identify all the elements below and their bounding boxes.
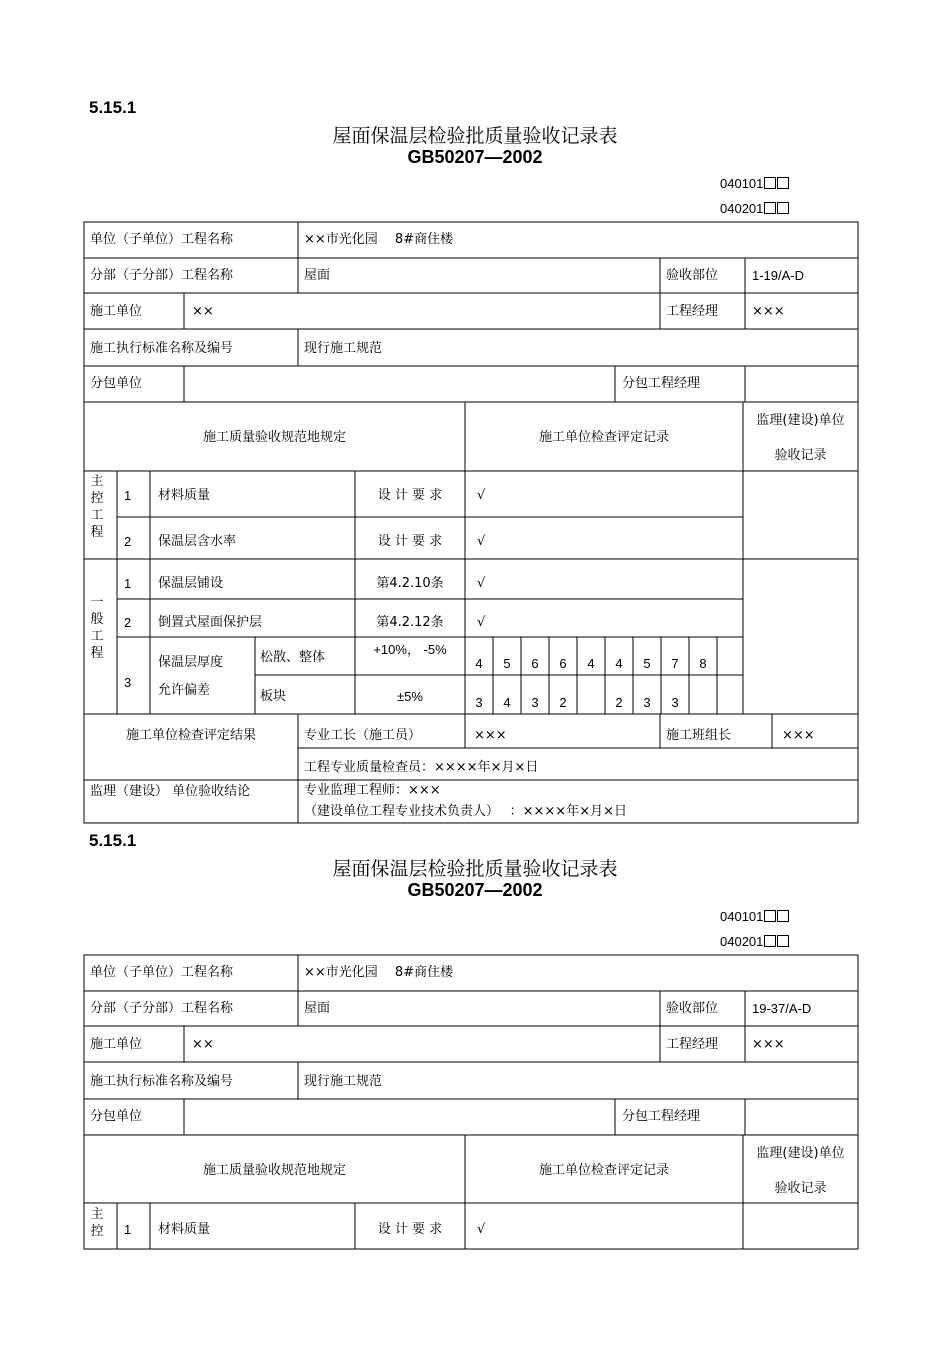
- row1-value[interactable]: 5: [503, 656, 511, 671]
- section-number: 5.15.1: [89, 831, 137, 850]
- header-check-record: 施工单位检查评定记录: [538, 1163, 669, 1178]
- thickness-no: 3: [124, 675, 132, 690]
- label-sub-project: 分部（子分部）工程名称: [90, 1001, 234, 1016]
- label-sub-manager: 分包工程经理: [622, 1109, 701, 1124]
- row1-value[interactable]: 5: [643, 656, 651, 671]
- value-construction-unit[interactable]: ××: [192, 304, 214, 319]
- label-main-control: 主控: [90, 1207, 104, 1239]
- label-standard-name: 施工执行标准名称及编号: [90, 341, 234, 356]
- label-main-control: 主控工程: [90, 474, 104, 540]
- general-item-name: 倒置式屋面保护层: [158, 615, 263, 630]
- main-item-name: 材料质量: [158, 1222, 211, 1237]
- standard-code: GB50207—2002: [407, 147, 543, 167]
- value-foreman[interactable]: ×××: [474, 728, 507, 743]
- value-project-manager[interactable]: ×××: [752, 1037, 785, 1052]
- main-item-no: 1: [124, 488, 132, 503]
- row2-value[interactable]: 3: [643, 695, 651, 710]
- label-standard-name: 施工执行标准名称及编号: [90, 1074, 234, 1089]
- main-item-name: 材料质量: [158, 488, 211, 503]
- inspector-signature[interactable]: 工程专业质量检查员：××××年×月×日: [304, 760, 539, 775]
- value-acceptance-part[interactable]: 19-37/A-D: [752, 1001, 812, 1016]
- section-number: 5.15.1: [89, 98, 137, 117]
- label-unit-project: 单位（子单位）工程名称: [90, 965, 234, 980]
- code-2: 040201: [720, 934, 764, 949]
- value-unit-project[interactable]: ××市光化园 8#商住楼: [304, 965, 454, 980]
- value-sub-project[interactable]: 屋面: [304, 268, 331, 283]
- value-unit-project[interactable]: ××市光化园 8#商住楼: [304, 232, 454, 247]
- header-check-record: 施工单位检查评定记录: [538, 430, 669, 445]
- main-item-result[interactable]: √: [477, 534, 486, 549]
- main-item-name: 保温层含水率: [158, 534, 237, 549]
- code-2: 040201: [720, 201, 764, 216]
- main-item-no: 2: [124, 534, 132, 549]
- header-spec-rules: 施工质量验收规范地规定: [202, 430, 346, 445]
- main-item-no: 1: [124, 1222, 132, 1237]
- label-sub-manager: 分包工程经理: [622, 376, 701, 391]
- row1-value[interactable]: 4: [615, 656, 623, 671]
- main-item-result[interactable]: √: [477, 1222, 486, 1237]
- header-supervision-1: 监理(建设)单位: [756, 413, 845, 428]
- form-title: 屋面保温层检验批质量验收记录表: [332, 858, 618, 880]
- row2-value[interactable]: 4: [503, 695, 511, 710]
- main-item-result[interactable]: √: [477, 488, 486, 503]
- label-project-manager: 工程经理: [666, 1037, 719, 1052]
- label-project-manager: 工程经理: [666, 304, 719, 319]
- row1-value[interactable]: 6: [531, 656, 539, 671]
- general-item-rule: 第4.2.12条: [376, 615, 444, 630]
- label-acceptance-part: 验收部位: [666, 268, 719, 283]
- thickness-row1-label: 松散、整体: [260, 650, 326, 665]
- general-item-no: 2: [124, 615, 132, 630]
- label-subcontractor: 分包单位: [90, 376, 143, 391]
- label-team-leader: 施工班组长: [666, 728, 732, 743]
- value-standard-name[interactable]: 现行施工规范: [304, 1074, 383, 1089]
- row2-value[interactable]: 3: [531, 695, 539, 710]
- value-project-manager[interactable]: ×××: [752, 304, 785, 319]
- header-spec-rules: 施工质量验收规范地规定: [202, 1163, 346, 1178]
- thickness-row2-label: 板块: [260, 689, 287, 704]
- row2-value[interactable]: 2: [615, 695, 623, 710]
- form-title: 屋面保温层检验批质量验收记录表: [332, 125, 618, 147]
- value-standard-name[interactable]: 现行施工规范: [304, 341, 383, 356]
- row1-value[interactable]: 7: [671, 656, 679, 671]
- value-acceptance-part[interactable]: 1-19/A-D: [752, 268, 805, 283]
- value-sub-project[interactable]: 屋面: [304, 1001, 331, 1016]
- header-supervision-2: 验收记录: [774, 1181, 827, 1196]
- code-1: 040101: [720, 176, 764, 191]
- label-acceptance-part: 验收部位: [666, 1001, 719, 1016]
- value-team-leader[interactable]: ×××: [782, 728, 815, 743]
- general-item-no: 1: [124, 576, 132, 591]
- thickness-row1-rule: +10%， -5%: [373, 642, 447, 657]
- label-construction-unit: 施工单位: [90, 1037, 143, 1052]
- row2-value[interactable]: 3: [671, 695, 679, 710]
- label-construction-unit: 施工单位: [90, 304, 143, 319]
- main-item-rule: 设 计 要 求: [377, 488, 443, 503]
- row2-value[interactable]: 2: [559, 695, 567, 710]
- supervisor-signature[interactable]: 专业监理工程师：×××: [304, 783, 441, 798]
- general-item-name: 保温层铺设: [158, 576, 224, 591]
- general-item-result[interactable]: √: [477, 576, 486, 591]
- owner-tech-signature[interactable]: （建设单位工程专业技术负责人） ：××××年×月×日: [304, 804, 627, 819]
- label-sub-project: 分部（子分部）工程名称: [90, 268, 234, 283]
- label-supervision-conclusion: 监理（建设） 单位验收结论: [90, 784, 251, 799]
- general-item-result[interactable]: √: [477, 615, 486, 630]
- header-supervision-1: 监理(建设)单位: [756, 1146, 845, 1161]
- value-construction-unit[interactable]: ××: [192, 1037, 214, 1052]
- label-foreman: 专业工长（施工员）: [304, 728, 422, 743]
- code-1: 040101: [720, 909, 764, 924]
- header-supervision-2: 验收记录: [774, 448, 827, 463]
- label-general: 一般工程: [90, 595, 104, 661]
- row1-value[interactable]: 4: [587, 656, 595, 671]
- general-item-rule: 第4.2.10条: [376, 576, 444, 591]
- thickness-name-2: 允许偏差: [158, 683, 211, 698]
- main-item-rule: 设 计 要 求: [377, 534, 443, 549]
- main-item-rule: 设 计 要 求: [377, 1222, 443, 1237]
- row1-value[interactable]: 6: [559, 656, 567, 671]
- label-unit-project: 单位（子单位）工程名称: [90, 232, 234, 247]
- label-check-result: 施工单位检查评定结果: [125, 728, 256, 743]
- thickness-name-1: 保温层厚度: [158, 655, 224, 670]
- row1-value[interactable]: 4: [475, 656, 483, 671]
- row2-value[interactable]: 3: [475, 695, 483, 710]
- row1-value[interactable]: 8: [699, 656, 707, 671]
- standard-code: GB50207—2002: [407, 880, 543, 900]
- thickness-row2-rule: ±5%: [397, 689, 423, 704]
- label-subcontractor: 分包单位: [90, 1109, 143, 1124]
